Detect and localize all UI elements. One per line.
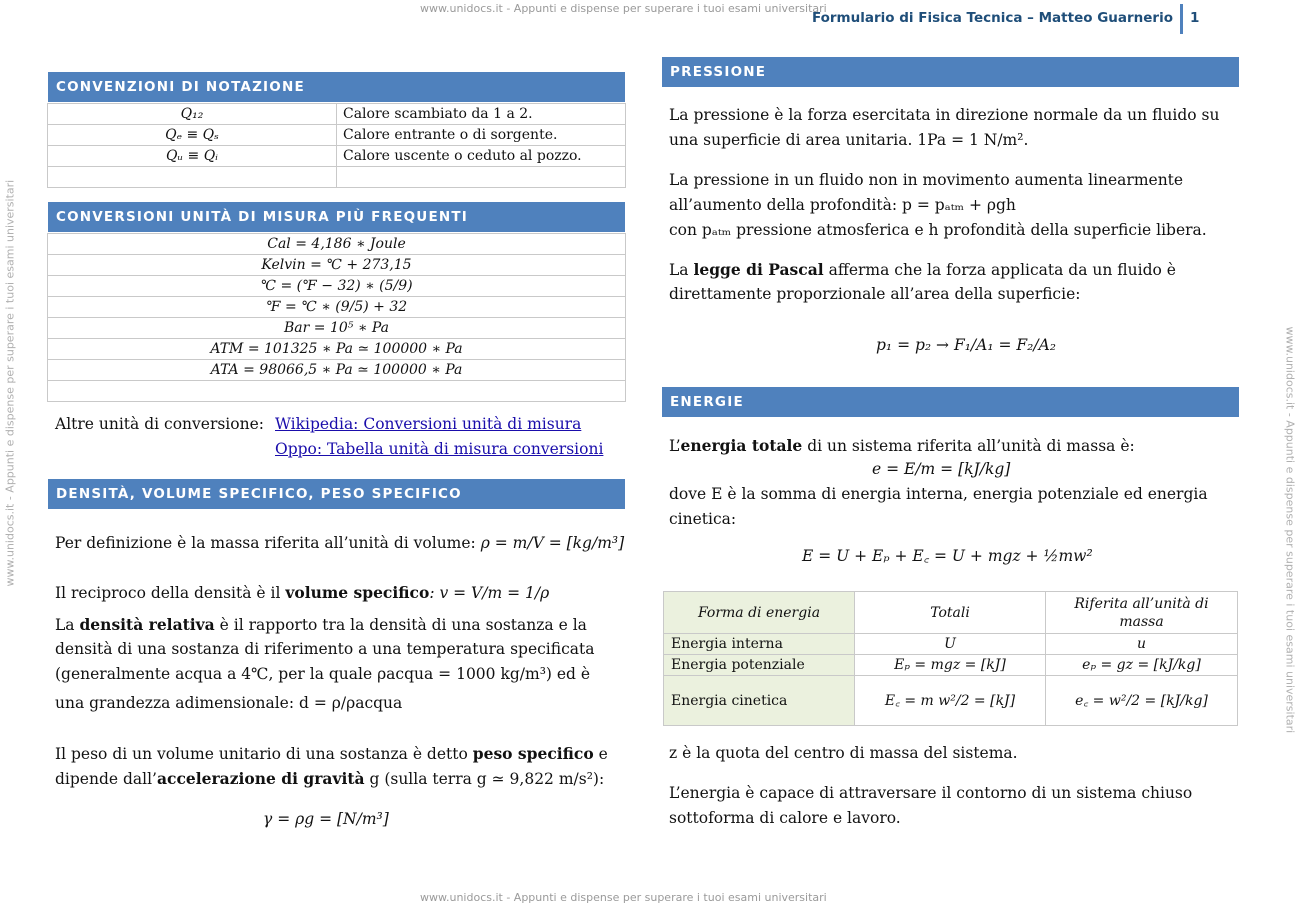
- text-span: La: [669, 261, 694, 279]
- energy-total: U: [855, 634, 1046, 655]
- text-span: Il peso di un volume unitario di una sostanza è detto: [55, 745, 473, 763]
- relative-density-line4: una grandezza adimensionale: d = ρ/ρacqua: [55, 694, 403, 712]
- document-header-title: Formulario di Fisica Tecnica – Matteo Guarnerio: [811, 10, 1173, 26]
- pascal-law-term: legge di Pascal: [693, 260, 824, 279]
- table-row: [664, 676, 1238, 726]
- other-conversions-label: Altre unità di conversione:: [55, 415, 264, 433]
- pressure-line1: La pressione è la forza esercitata in direzione normale da un fluido su: [669, 106, 1220, 124]
- pressure-line5: con pₐₜₘ pressione atmosferica e h profondità della superficie libera.: [669, 221, 1207, 239]
- table-row: [664, 634, 1238, 655]
- notation-desc: Calore entrante o di sorgente.: [337, 125, 626, 146]
- notation-desc: Calore scambiato da 1 a 2.: [337, 104, 626, 125]
- pascal-formula: p₁ = p₂ → F₁/A₁ = F₂/A₂: [876, 336, 1056, 354]
- text-span: dipende dall’: [55, 770, 157, 788]
- density-formula: ρ = m/V = [kg/m³]: [480, 534, 625, 552]
- table-header: Riferita all’unità di massa: [1046, 592, 1238, 634]
- watermark-right: www.unidocs.it - Appunti e dispense per superare i tuoi esami universitari: [1283, 326, 1297, 734]
- table-row: [48, 318, 626, 339]
- notation-symbol: Qᵤ ≡ Qᵢ: [48, 146, 337, 167]
- text-span: di un sistema riferita all’unità di massa è:: [802, 437, 1135, 455]
- text-span: è il rapporto tra la densità di una sostanza e la: [214, 616, 587, 634]
- conversion-formula: ℉ = ℃ ∗ (9/5) + 32: [48, 297, 626, 318]
- conversions-table: [47, 233, 626, 402]
- energy-name: Energia cinetica: [664, 676, 855, 726]
- table-header: Forma di energia: [664, 592, 855, 634]
- table-row: [48, 146, 626, 167]
- page-number: 1: [1190, 10, 1200, 26]
- energy-specific: e꜀ = w²/2 = [kJ/kg]: [1046, 676, 1238, 726]
- section-heading-energy: ENERGIE: [662, 387, 1239, 417]
- relative-density-line1: [55, 612, 587, 638]
- watermark-bottom: www.unidocs.it - Appunti e dispense per superare i tuoi esami universitari: [420, 891, 827, 904]
- energy-specific: u: [1046, 634, 1238, 655]
- energy-name: Energia interna: [664, 634, 855, 655]
- relative-density-term: densità relativa: [79, 615, 215, 634]
- energy-specific: eₚ = gz = [kJ/kg]: [1046, 655, 1238, 676]
- text-span: g (sulla terra g ≃ 9,822 m/s²):: [364, 770, 605, 788]
- oppo-conversions-link[interactable]: Oppo: Tabella unità di misura conversioni: [275, 440, 604, 458]
- table-row: [48, 167, 626, 188]
- specific-volume-term: volume specifico: [285, 583, 430, 602]
- energy-line2: dove E è la somma di energia interna, energia potenziale ed energia: [669, 485, 1208, 503]
- relative-density-line3: (generalmente acqua a 4℃, per la quale ρacqua = 1000 kg/m³) ed è: [55, 665, 591, 683]
- wikipedia-link-wrap: [275, 412, 581, 437]
- specific-volume-text: [55, 580, 549, 606]
- specific-volume-formula: : v = V/m = 1/ρ: [429, 584, 550, 602]
- table-row: [48, 360, 626, 381]
- conversion-formula: Kelvin = ℃ + 273,15: [48, 255, 626, 276]
- energy-table: [663, 591, 1238, 726]
- notation-symbol: Q₁₂: [48, 104, 337, 125]
- notation-desc: Calore uscente o ceduto al pozzo.: [337, 146, 626, 167]
- conversion-formula: ℃ = (℉ − 32) ∗ (5/9): [48, 276, 626, 297]
- specific-weight-term: peso specifico: [472, 744, 594, 763]
- conversion-formula: Cal = 4,186 ∗ Joule: [48, 234, 626, 255]
- table-row: [48, 276, 626, 297]
- energy-line6: sottoforma di calore e lavoro.: [669, 809, 901, 827]
- notation-desc: [337, 167, 626, 188]
- energy-total: E꜀ = m w²/2 = [kJ]: [855, 676, 1046, 726]
- section-heading-pressure: PRESSIONE: [662, 57, 1239, 87]
- total-energy-formula: E = U + Eₚ + E꜀ = U + mgz + ½mw²: [802, 547, 1093, 565]
- table-header-row: [664, 592, 1238, 634]
- specific-weight-formula: γ = ρg = [N/m³]: [263, 810, 389, 828]
- notation-symbol: Qₑ ≡ Qₛ: [48, 125, 337, 146]
- table-row: [48, 339, 626, 360]
- table-row: [48, 125, 626, 146]
- text-span: La: [55, 616, 80, 634]
- watermark-top: www.unidocs.it - Appunti e dispense per superare i tuoi esami universitari: [420, 2, 827, 15]
- table-row: [48, 255, 626, 276]
- energy-total: Eₚ = mgz = [kJ]: [855, 655, 1046, 676]
- energy-name: Energia potenziale: [664, 655, 855, 676]
- gravity-term: accelerazione di gravità: [156, 769, 365, 788]
- relative-density-line2: densità di una sostanza di riferimento a una temperatura specificata: [55, 640, 595, 658]
- text-span: afferma che la forza applicata da un fluido è: [823, 261, 1176, 279]
- energy-line3: cinetica:: [669, 510, 737, 528]
- conversion-formula: [48, 381, 626, 402]
- pascal-line1: [669, 257, 1176, 283]
- conversion-formula: Bar = 10⁵ ∗ Pa: [48, 318, 626, 339]
- energy-line1: [669, 433, 1135, 459]
- table-row: [48, 234, 626, 255]
- oppo-link-wrap: [275, 437, 603, 462]
- notation-symbol: [48, 167, 337, 188]
- specific-energy-formula: e = E/m = [kJ/kg]: [872, 460, 1011, 478]
- table-header: Totali: [855, 592, 1046, 634]
- pressure-line4: all’aumento della profondità: p = pₐₜₘ + ρgh: [669, 196, 1016, 214]
- watermark-left: www.unidocs.it - Appunti e dispense per superare i tuoi esami universitari: [3, 179, 17, 587]
- energy-line4: z è la quota del centro di massa del sistema.: [669, 744, 1018, 762]
- total-energy-term: energia totale: [680, 436, 803, 455]
- pressure-line3: La pressione in un fluido non in movimento aumenta linearmente: [669, 171, 1184, 189]
- text-span: Il reciproco della densità è il: [55, 584, 286, 602]
- pressure-line2: una superficie di area unitaria. 1Pa = 1 N/m².: [669, 131, 1029, 149]
- energy-line5: L’energia è capace di attraversare il contorno di un sistema chiuso: [669, 784, 1193, 802]
- specific-weight-line2: [55, 766, 604, 792]
- wikipedia-conversions-link[interactable]: Wikipedia: Conversioni unità di misura: [275, 415, 582, 433]
- table-row: [48, 381, 626, 402]
- section-heading-density: DENSITÀ, VOLUME SPECIFICO, PESO SPECIFICO: [48, 479, 625, 509]
- notation-table: [47, 103, 626, 188]
- section-heading-conversions: CONVERSIONI UNITÀ DI MISURA PIÙ FREQUENTI: [48, 202, 625, 232]
- text-span: L’: [669, 437, 681, 455]
- pascal-line2: direttamente proporzionale all’area della superficie:: [669, 285, 1081, 303]
- table-row: [664, 655, 1238, 676]
- table-row: [48, 104, 626, 125]
- density-definition-text: Per definizione è la massa riferita all’unità di volume:: [55, 534, 476, 552]
- density-definition: [55, 531, 624, 556]
- table-row: [48, 297, 626, 318]
- conversion-formula: ATM = 101325 ∗ Pa ≃ 100000 ∗ Pa: [48, 339, 626, 360]
- header-divider: [1180, 4, 1183, 34]
- section-heading-notation: CONVENZIONI DI NOTAZIONE: [48, 72, 625, 102]
- specific-weight-line1: [55, 741, 608, 767]
- text-span: e: [593, 745, 608, 763]
- conversion-formula: ATA = 98066,5 ∗ Pa ≃ 100000 ∗ Pa: [48, 360, 626, 381]
